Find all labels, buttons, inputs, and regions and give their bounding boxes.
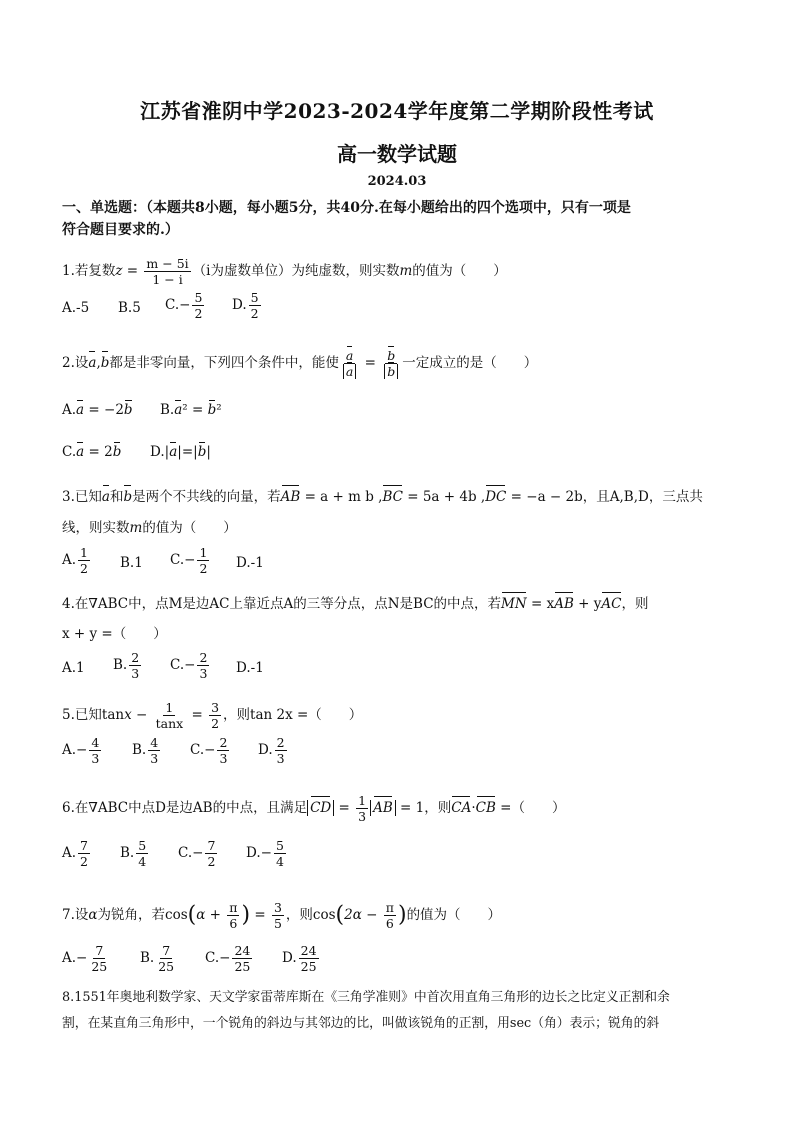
q6-option-a[interactable] [62,838,92,869]
q3-c-num: 1 [199,545,208,560]
q4-c-sign: − [184,657,196,673]
q3-a-num: 1 [80,545,88,560]
q4-c-den: 3 [199,666,208,681]
q7-d-label: D. [282,950,297,966]
q7-rden: 5 [273,916,282,931]
q5-option-d[interactable] [258,735,289,766]
q4-AC: AC [601,596,622,612]
q3-and: 和 [109,489,124,505]
q4-b-label: B. [113,657,128,673]
q5-prefix: 5.已知 [62,707,102,723]
q2-d-expr: |=| [177,444,198,460]
q6-mid: 中点D是边AB的中点，且满足 [128,800,308,816]
q2-b-vec-b: b [207,402,217,418]
section-heading-line2: 符合题目要求的.） [62,222,179,238]
exam-subtitle: 高一数学试题 [337,142,457,166]
q7-pi-frac2 [384,900,396,931]
q7-prefix: 7.设 [62,907,89,923]
q7-b-frac [156,943,176,974]
question-4-line2: x + y =（ ） [62,626,167,642]
q3-c-den: 2 [199,561,208,576]
q3-mid: 是两个不共线的向量，若 [132,489,281,505]
q6-c-sign: − [192,845,204,861]
q6-c-num: 7 [207,838,216,853]
q1-d-den: 2 [250,306,259,321]
q2-eq: = [360,355,381,371]
q7-inner1: α + [196,907,226,923]
q4-b-frac [129,650,141,681]
q1-m: m [399,263,413,279]
q1-c-den: 2 [194,306,203,321]
q2-a-vec-a: a [76,402,85,418]
q6-end: =（ ） [495,800,566,816]
q6-b-num: 5 [138,838,147,853]
q6-a-num: 7 [80,838,88,853]
q7-c-frac [232,943,252,974]
q5-d-frac [275,735,287,766]
q2-c-label: C. [62,444,77,460]
q7-pi-frac1 [227,900,239,931]
q5-a-label: A. [62,742,77,758]
q3-ab-expr: = a + m b , [300,489,383,505]
q2-frac-left [341,348,358,379]
q4-option-b[interactable] [113,650,143,681]
q7-b-num: 7 [162,943,171,958]
q7-c-den: 25 [234,959,251,974]
q4-option-c[interactable] [170,650,211,681]
q6-b-label: B. [120,845,135,861]
q6-c-den: 2 [207,854,216,869]
q1-d-num: 5 [250,290,259,305]
q7-d-num: 24 [300,943,317,958]
q5-tan2x: tan 2x =（ ） [250,707,363,723]
question-3-line2 [62,518,734,538]
q1-c-num: 5 [194,290,203,305]
q7-inner2: 2α − [344,907,382,923]
q5-c-frac [217,735,229,766]
q5-fden: tanx [155,716,184,731]
q7-c-sign: − [219,950,231,966]
q7-option-b[interactable] [140,943,178,974]
exam-title: 江苏省淮阴中学2023-2024学年度第二学期阶段性考试 [140,99,654,123]
q1-num: m − 5i [146,256,189,271]
q5-a-frac [89,735,101,766]
q3-c-label: C. [170,552,185,568]
q6-d-label: D. [246,845,261,861]
q6-AB: AB [373,800,393,816]
q3-bc-expr: = 5a + 4b , [402,489,486,505]
q5-d-num: 2 [276,735,285,750]
q1-d-label: D. [232,297,247,313]
q2-mid: 都是非零向量，下列四个条件中，能使 [109,355,339,371]
q5-c-den: 3 [219,751,228,766]
q4-prefix: 4.在 [62,596,89,612]
q6-CD: CD [310,800,332,816]
question-6 [62,793,734,824]
q2-d-vec-b: b [197,444,207,460]
q1-prefix: 1.若复数 [62,263,116,279]
q2-d-vec-a: a [169,444,178,460]
q6-CB: CB [475,800,496,816]
q7-b-label: B. [140,950,155,966]
q6-fden: 3 [358,809,367,824]
q2-option-c[interactable] [62,444,121,460]
q4-c-num: 2 [199,650,208,665]
q6-a-den: 2 [80,854,88,869]
question-4 [62,594,734,614]
q7-option-a[interactable] [62,943,111,974]
q6-d-num: 5 [275,838,284,853]
question-7: 7.设α为锐角，若cos(α + $\frac{\pi}{6}$ ) = $\frac{3}{5}$ ，则cos(2α − $\frac{\pi}{6}$ )的值为（ ） [62,900,502,931]
q7-d-frac [299,943,319,974]
q6-prefix: 6.在 [62,800,89,816]
q2-prefix: 2.设 [62,355,89,371]
q2-end: 一定成立的是（ ） [402,355,538,371]
q3-line2: 线，则实数 [62,520,130,536]
q4-c-frac [197,650,209,681]
q3-option-d[interactable]: D.-1 [236,555,264,571]
q1-end: 的值为（ ） [412,263,507,279]
q2-c-expr: = 2 [84,444,113,460]
q6-option-d[interactable] [246,838,288,869]
q3-BC: BC [382,489,403,505]
q2-fl-num: a [345,348,354,363]
q5-c-num: 2 [219,735,228,750]
q2-option-b[interactable] [160,402,222,418]
q2-frac-right [382,348,400,379]
q6-tail: ，则 [424,800,452,816]
q4-MN: MN [501,596,527,612]
q7-rnum: 3 [273,900,282,915]
q1-suffix: （i为虚数单位）为纯虚数，则实数 [192,263,400,279]
q2-c-vec-a: a [76,444,85,460]
question-3 [62,487,734,507]
q2-b-tail: ² [216,402,222,418]
q7-cos2: cos [312,907,336,923]
q1-c-sign: − [179,297,191,313]
q7-tail: ，则 [285,907,313,923]
q3-option-b[interactable]: B.1 [120,555,143,571]
q2-comma: , [96,355,101,371]
q7-rfrac [272,900,284,931]
q2-b: b [100,355,110,371]
q1-eq: = [122,263,143,279]
q5-d-den: 3 [276,751,285,766]
q5-b-label: B. [132,742,147,758]
q5-a-den: 3 [91,751,100,766]
q7-piden2: 6 [385,916,394,931]
q4-c-label: C. [170,657,185,673]
q2-c-vec-b: b [112,444,122,460]
q1-fraction [144,256,190,287]
q1-z: z [115,263,123,279]
q5-rnum: 3 [211,700,220,715]
q2-option-d[interactable]: D.|a|=|b| [150,444,211,460]
q4-b-num: 2 [131,650,140,665]
q5-option-b[interactable] [132,735,162,766]
q4-b-den: 3 [131,666,140,681]
q5-rfrac [209,700,221,731]
q7-a-label: A. [62,950,77,966]
q3-c-sign: − [184,552,196,568]
q6-c-label: C. [178,845,193,861]
q2-b-expr: ² = [182,402,208,418]
q3-a-den: 2 [80,561,88,576]
q1-option-d[interactable] [232,290,263,321]
q6-CA: CA [451,800,472,816]
q3-a: a [101,489,110,505]
q7-c-label: C. [205,950,220,966]
q5-tan: tan [101,707,125,723]
question-8-line2: 割，在某直角三角形中，一个锐角的斜边与其邻边的比，叫做该锐角的正割，用sec（角）表示；锐角的斜 [62,1016,660,1031]
q5-b-frac [148,735,160,766]
q7-cos1: cos [165,907,188,923]
q4-expr: = x [526,596,555,612]
q7-a-den: 25 [91,959,108,974]
q3-AB: AB [280,489,301,505]
q7-pinum2: π [385,900,394,915]
q3-dc-expr: = −a − 2b [506,489,583,505]
q7-pinum1: π [229,900,238,915]
q2-a-vec-b: b [123,402,133,418]
q5-c-label: C. [190,742,205,758]
q3-c-frac [197,545,209,576]
q3-option-c[interactable] [170,545,211,576]
q2-option-a[interactable] [62,402,133,418]
q1-option-c[interactable] [165,290,206,321]
q7-mid: 为锐角，若 [97,907,166,923]
q4-tail: ，则 [621,596,649,612]
q1-d-frac [249,290,261,321]
question-8-line1: 8.1551年奥地利数学家、天文学家雷蒂库斯在《三角学准则》中首次用直角三角形的边长之比定义正割和余 [62,990,670,1005]
q7-piden1: 6 [229,916,238,931]
exam-date: 2024.03 [367,174,427,189]
q4-tri: ∇ABC [88,596,129,612]
q4-option-a[interactable]: A.1 [62,660,85,676]
q3-DC: DC [485,489,507,505]
q4-plus: + y [573,596,602,612]
q5-rden: 2 [211,716,220,731]
q7-b-den: 25 [158,959,175,974]
q3-tail: ，且A,B,D，三点共 [582,489,703,505]
q7-alpha: α [88,907,98,923]
q6-option-b[interactable] [120,838,150,869]
q5-c-sign: − [204,742,216,758]
q1-c-label: C. [165,297,180,313]
q6-c-frac [205,838,217,869]
q3-a-label: A. [62,552,77,568]
q3-end: 的值为（ ） [142,520,237,536]
q4-option-d[interactable]: D.-1 [236,660,264,676]
q5-tail: ，则 [223,707,251,723]
q5-a-num: 4 [91,735,100,750]
q3-a-frac [78,545,90,576]
q7-end: 的值为（ ） [406,907,502,923]
q7-a-sign: − [76,950,88,966]
q6-eq: = [334,800,355,816]
q5-option-a[interactable] [62,735,103,766]
q3-m: m [129,520,143,536]
q6-d-sign: − [260,845,272,861]
q2-fr-den: b [387,364,396,379]
q5-option-c[interactable] [190,735,231,766]
q6-d-frac [274,838,286,869]
question-2 [62,348,734,379]
q5-x: x [124,707,132,723]
q2-a-expr: = −2 [84,402,124,418]
q5-b-num: 4 [150,735,159,750]
q2-b-vec-a: a [174,402,183,418]
q6-option-c[interactable] [178,838,219,869]
q3-option-a[interactable] [62,545,92,576]
q7-d-den: 25 [300,959,317,974]
q6-eq1: = 1 [395,800,425,816]
q5-d-label: D. [258,742,273,758]
question-1 [62,256,734,287]
q3-b: b [123,489,133,505]
q1-option-a[interactable]: A.-5 [62,300,90,316]
q6-frac [356,793,368,824]
q7-c-num: 24 [234,943,251,958]
q7-a-frac [89,943,109,974]
q6-dot: · [471,800,476,816]
q2-b-label: B. [160,402,175,418]
q1-c-frac [192,290,204,321]
q7-eq: = [250,907,270,923]
q1-option-b[interactable]: B.5 [118,300,141,316]
q2-a-label: A. [62,402,77,418]
q2-d-label: D. [150,444,165,460]
q3-prefix: 3.已知 [62,489,102,505]
q7-option-d[interactable] [282,943,321,974]
q5-fnum: 1 [165,700,174,715]
q7-option-c[interactable] [205,943,254,974]
q5-frac [154,700,186,731]
q4-AB: AB [554,596,574,612]
question-5 [62,700,734,731]
q7-a-num: 7 [95,943,104,958]
q6-b-frac [136,838,148,869]
q4-mid: 中，点M是边AC上靠近点A的三等分点，点N是BC的中点，若 [128,596,502,612]
q5-b-den: 3 [150,751,159,766]
q6-d-den: 4 [275,854,284,869]
q5-a-sign: − [76,742,88,758]
section-heading-line1: 一、单选题：（本题共8小题，每小题5分，共40分.在每小题给出的四个选项中，只有一项是 [62,200,631,216]
q2-a: a [88,355,97,371]
q6-fnum: 1 [358,793,367,808]
q6-a-label: A. [62,845,77,861]
q5-minus: − [131,707,152,723]
q6-b-den: 4 [138,854,147,869]
q2-fl-den: a [345,364,354,379]
q6-tri: ∇ABC [88,800,129,816]
q2-fr-num: b [387,348,396,363]
q6-a-frac [78,838,90,869]
q1-den: 1 − i [152,272,183,287]
q5-eq: = [187,707,208,723]
